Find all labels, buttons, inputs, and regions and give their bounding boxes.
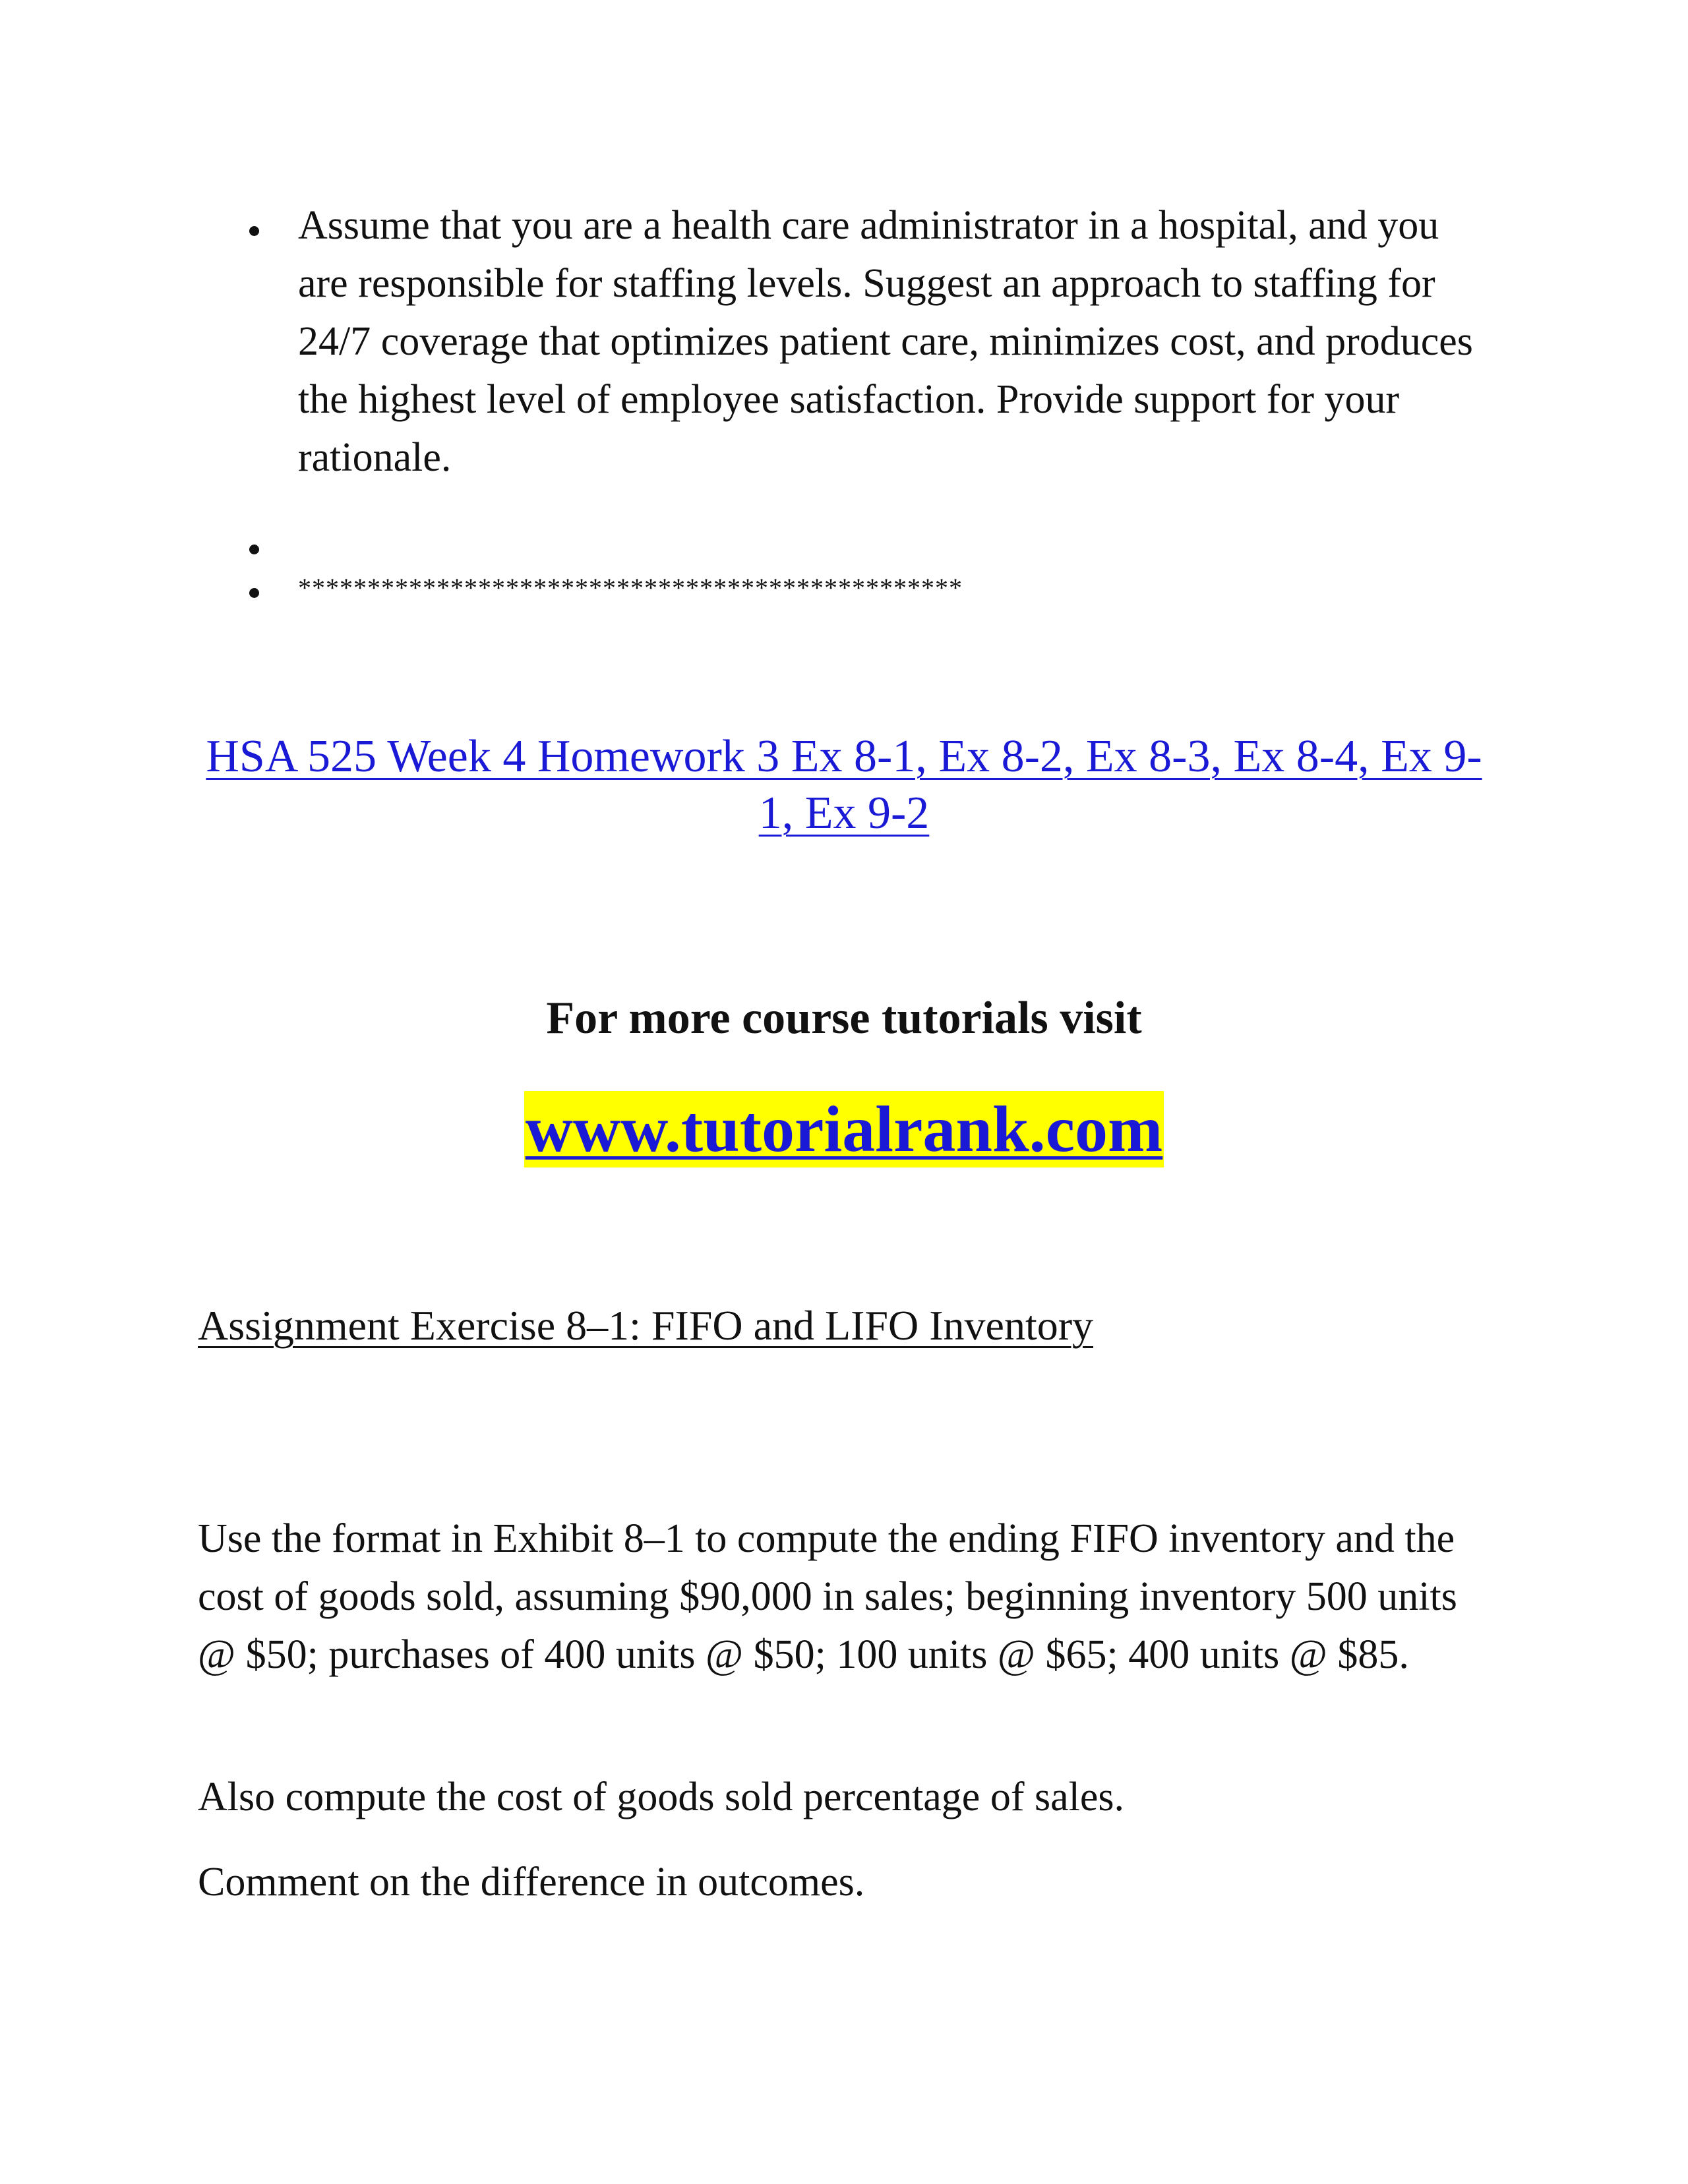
course-homework-link[interactable]: HSA 525 Week 4 Homework 3 Ex 8-1, Ex 8-2, Ex 8-3, Ex 8-4, Ex 9-1, Ex 9-2: [206, 731, 1482, 839]
promo-site-wrapper: [0, 1091, 1688, 1167]
bullet-dot: [249, 588, 259, 598]
bullet-text-separator: ************************************************: [298, 573, 963, 603]
assignment-paragraph-instructions: Use the format in Exhibit 8–1 to compute the ending FIFO inventory and the cost of goods sold, assuming $90,000 in sales; beginning inventory 500 units @ $50; purchases of 400 units @ $50; 100 units @ $65; 400 units @ $85.: [198, 1516, 1457, 1677]
bullet-text-staffing: Assume that you are a health care administrator in a hospital, and you are responsible for staffing levels. Suggest an approach to staffing for 24/7 coverage that optimizes patient care, minimizes cost, and produces the highest level of employee satisfaction. Provide support for your rationale.: [298, 203, 1473, 480]
tutorialrank-site-link[interactable]: www.tutorialrank.com: [524, 1091, 1164, 1167]
assignment-heading: Assignment Exercise 8–1: FIFO and LIFO Inventory: [198, 1302, 1094, 1349]
assignment-paragraph-comment: Comment on the difference in outcomes.: [198, 1860, 865, 1904]
bullet-dot-empty: [249, 545, 259, 554]
assignment-paragraph-cogs: Also compute the cost of goods sold percentage of sales.: [198, 1775, 1124, 1819]
promo-heading: For more course tutorials visit: [546, 993, 1142, 1044]
bullet-dot: [249, 226, 259, 236]
